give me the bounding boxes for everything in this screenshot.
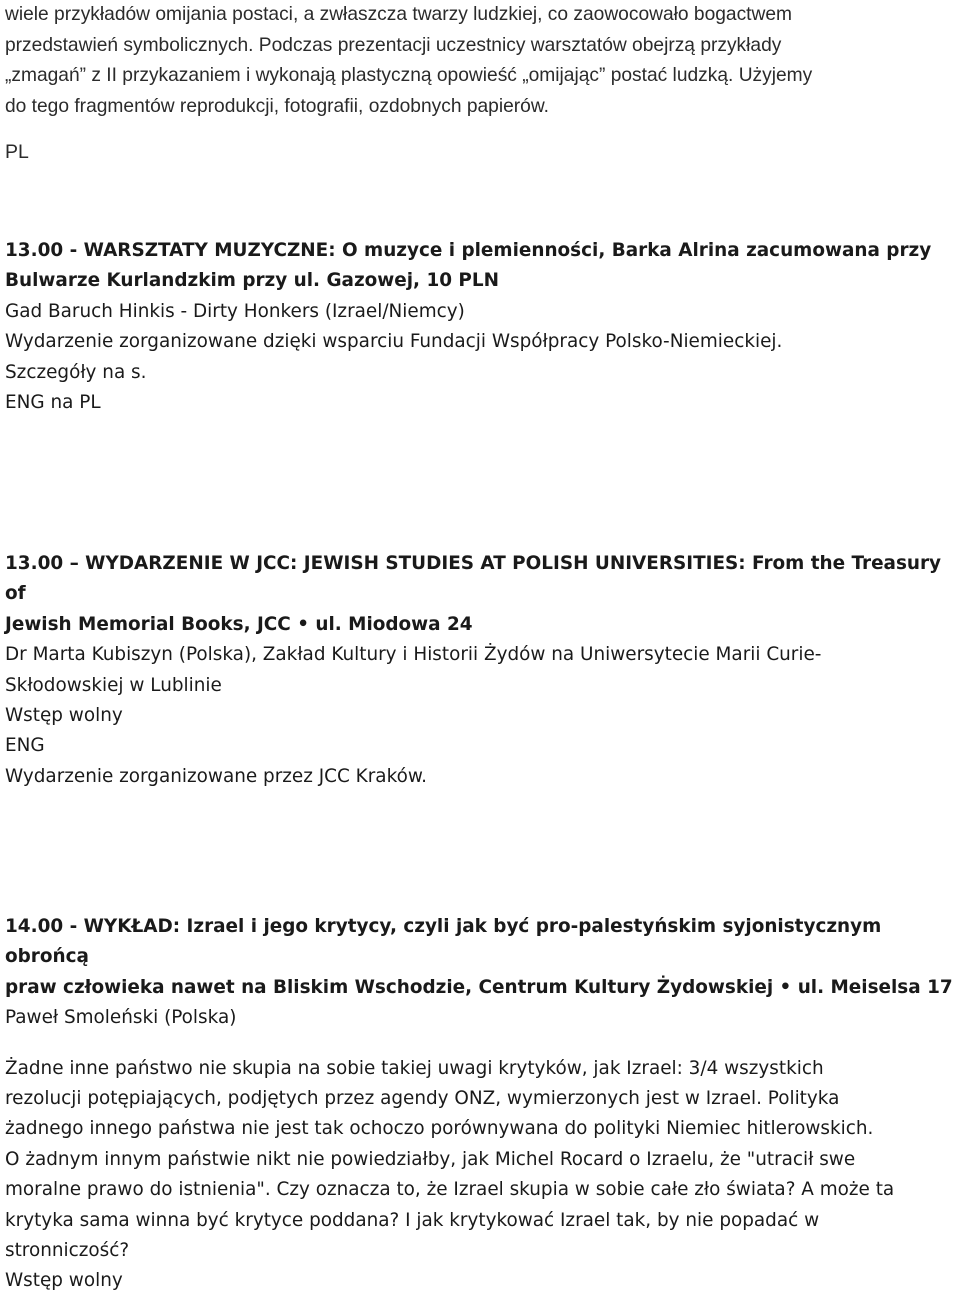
event-heading-line: praw człowieka nawet na Bliskim Wschodzie, Centrum Kultury Żydowskiej • ul. Meiselsa 17	[5, 976, 953, 998]
event-lecture-israel	[5, 912, 957, 1297]
intro-line: do tego fragmentów reprodukcji, fotografii, ozdobnych papierów.	[5, 95, 549, 117]
event-language: ENG	[5, 735, 45, 757]
event-admission: Wstęp wolny	[5, 1270, 123, 1292]
event-details: Szczegóły na s.	[5, 361, 147, 383]
event-description	[5, 1054, 957, 1267]
event-heading-line: Bulwarze Kurlandzkim przy ul. Gazowej, 10 PLN	[5, 270, 500, 292]
event-description-line: O żadnym innym państwie nikt nie powiedziałby, jak Michel Rocard o Izraelu, że "utracił swe	[5, 1148, 856, 1170]
event-description-line: rezolucji potępiających, podjętych przez agendy ONZ, wymierzonych jest w Izrael. Polityka	[5, 1088, 840, 1110]
event-description-line: Żadne inne państwo nie skupia na sobie takiej uwagi krytyków, jak Izrael: 3/4 wszystkich	[5, 1057, 824, 1079]
event-heading-line: 14.00 - WYKŁAD: Izrael i jego krytycy, czyli jak być pro-palestyńskim syjonistycznym obrońcą	[5, 916, 882, 968]
intro-line: „zmagań” z II przykazaniem i wykonają plastyczną opowieść „omijając” postać ludzką. Użyjemy	[5, 65, 813, 86]
intro-language: PL	[5, 141, 29, 163]
event-jcc-jewish-studies	[5, 549, 957, 792]
event-speaker: Gad Baruch Hinkis - Dirty Honkers (Izrael/Niemcy)	[5, 300, 465, 322]
intro-line: przedstawień symbolicznych. Podczas prezentacji uczestnicy warsztatów obejrzą przykłady	[5, 34, 782, 56]
event-admission: Wstęp wolny	[5, 705, 123, 727]
event-description-line: stronniczość?	[5, 1240, 130, 1262]
event-speaker-line: Skłodowskiej w Lublinie	[5, 674, 222, 696]
event-music-workshop	[5, 236, 957, 418]
event-description-line: moralne prawo do istnienia". Czy oznacza to, że Izrael skupia w sobie całe zło świata? A może ta	[5, 1179, 895, 1201]
event-support: Wydarzenie zorganizowane dzięki wsparciu Fundacji Współpracy Polsko-Niemieckiej.	[5, 331, 783, 353]
event-speaker-line: Dr Marta Kubiszyn (Polska), Zakład Kultury i Historii Żydów na Uniwersytecie Marii Curie-	[5, 644, 822, 666]
event-description-line: żadnego innego państwa nie jest tak ochoczo porównywana do polityki Niemiec hitlerowskich.	[5, 1118, 874, 1140]
intro-paragraph	[5, 0, 955, 122]
event-heading-line: 13.00 - WARSZTATY MUZYCZNE: O muzyce i plemienności, Barka Alrina zacumowana przy	[5, 240, 932, 261]
event-speaker: Paweł Smoleński (Polska)	[5, 1007, 237, 1029]
event-heading-line: 13.00 – WYDARZENIE W JCC: JEWISH STUDIES AT POLISH UNIVERSITIES: From the Treasury of	[5, 553, 942, 605]
event-heading-line: Jewish Memorial Books, JCC • ul. Miodowa 24	[5, 613, 473, 635]
event-language: ENG na PL	[5, 392, 101, 414]
event-description-line: krytyka sama winna być krytyce poddana? I jak krytykować Izrael tak, by nie popadać w	[5, 1209, 820, 1231]
event-organizer: Wydarzenie zorganizowane przez JCC Kraków.	[5, 765, 428, 787]
intro-line: wiele przykładów omijania postaci, a zwłaszcza twarzy ludzkiej, co zaowocowało bogactwem	[5, 4, 793, 25]
